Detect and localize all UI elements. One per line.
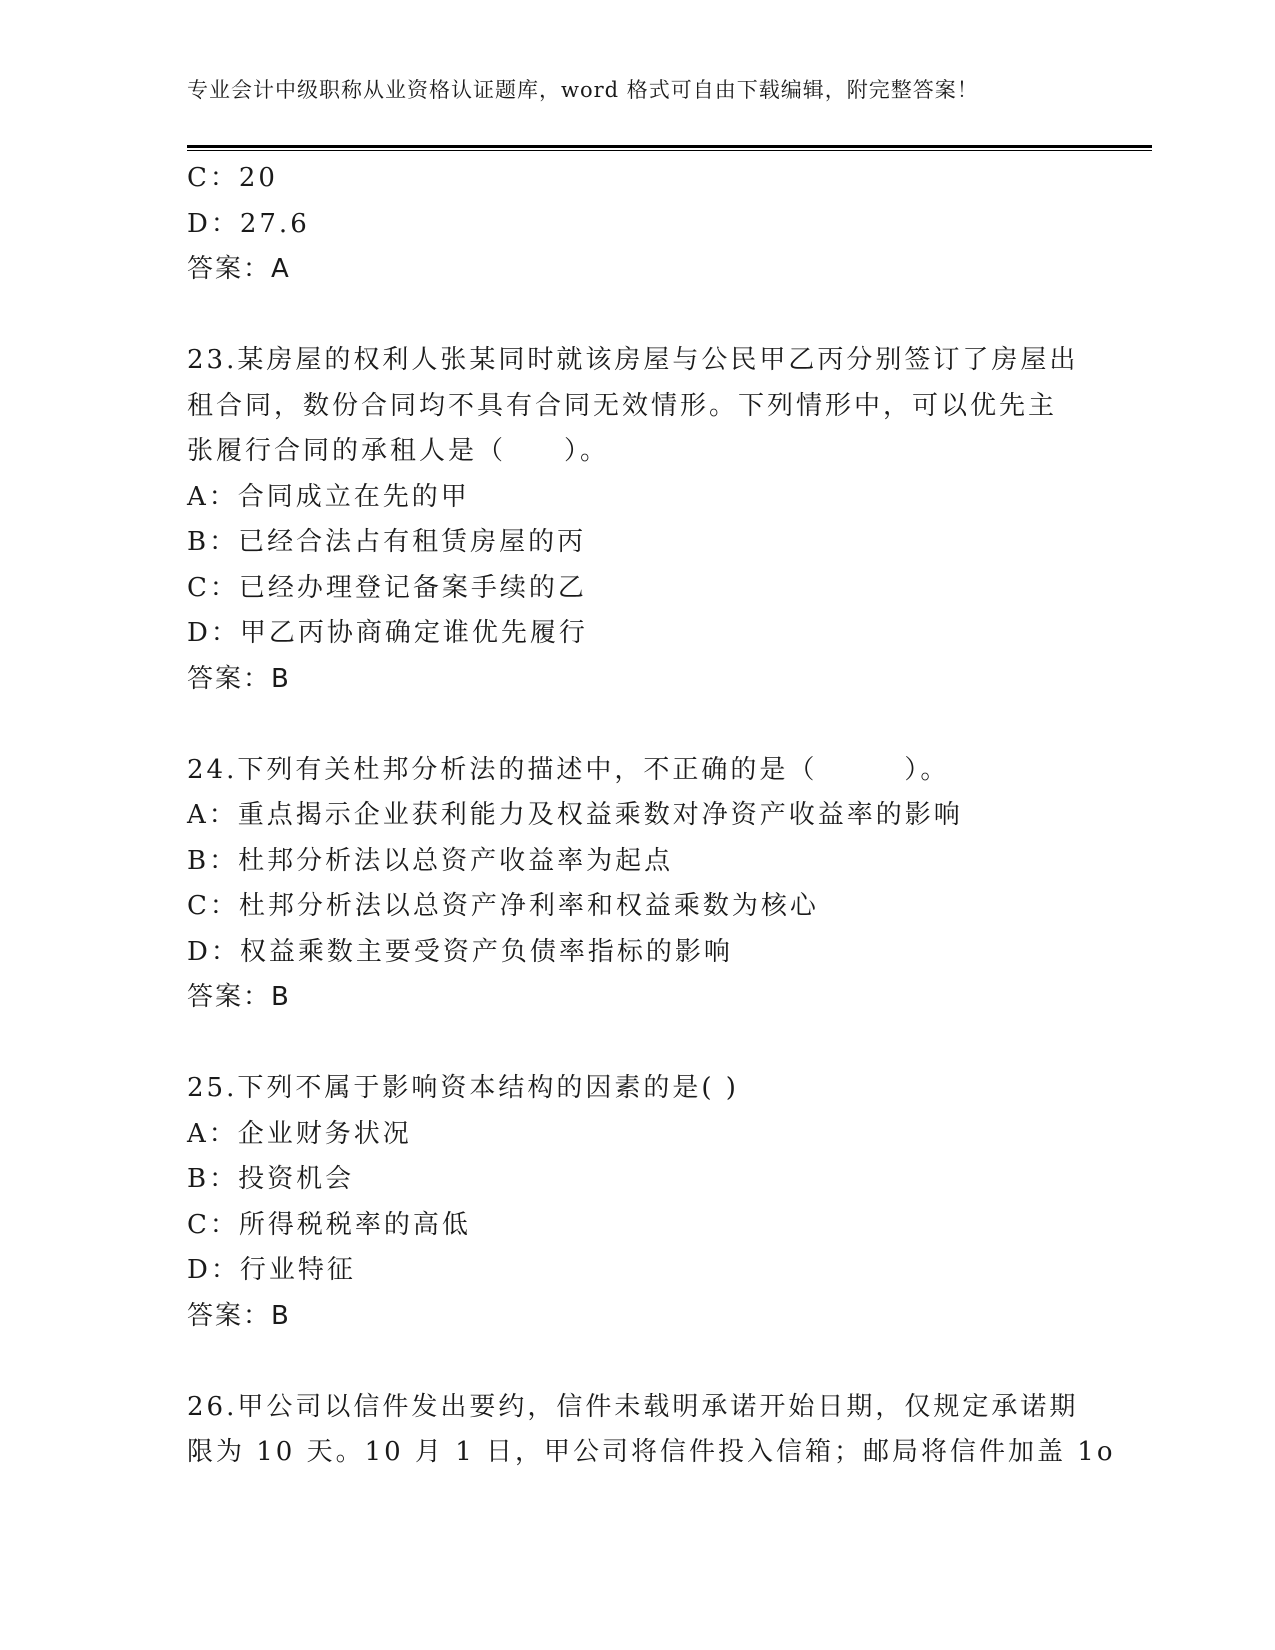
question-stem-line: 租合同，数份合同均不具有合同无效情形。下列情形中，可以优先主 bbox=[187, 390, 1058, 421]
option-line: B：投资机会 bbox=[187, 1164, 355, 1194]
header-rule-thin bbox=[187, 150, 1152, 151]
answer-line: 答案：B bbox=[187, 1300, 291, 1331]
option-line: D：权益乘数主要受资产负债率指标的影响 bbox=[187, 936, 733, 967]
question-24 bbox=[187, 748, 1087, 1021]
option-line: B：已经合法占有租赁房屋的丙 bbox=[187, 527, 587, 557]
question-23 bbox=[187, 338, 1087, 702]
question-26 bbox=[187, 1385, 1116, 1476]
answer-line: 答案：B bbox=[187, 663, 291, 694]
question-stem-line: 张履行合同的承租人是（ ）。 bbox=[187, 436, 610, 466]
question-stem-line: 限为 10 天。10 月 1 日，甲公司将信件投入信箱；邮局将信件加盖 1o bbox=[187, 1437, 1116, 1467]
option-line: D：27.6 bbox=[187, 208, 310, 239]
question-25 bbox=[187, 1066, 1087, 1339]
option-line: C：所得税税率的高低 bbox=[187, 1209, 471, 1240]
option-line: A：企业财务状况 bbox=[187, 1118, 412, 1149]
option-line: A：合同成立在先的甲 bbox=[187, 481, 470, 512]
option-line: C：杜邦分析法以总资产净利率和权益乘数为核心 bbox=[187, 891, 819, 921]
question-stem-line: 26.甲公司以信件发出要约，信件未载明承诺开始日期，仅规定承诺期 bbox=[187, 1391, 1079, 1422]
question-stem-line: 23.某房屋的权利人张某同时就该房屋与公民甲乙丙分别签订了房屋出 bbox=[187, 345, 1079, 375]
question-content bbox=[187, 156, 1116, 1476]
question-stem-line: 25.下列不属于影响资本结构的因素的是( ) bbox=[187, 1073, 739, 1103]
option-line: A：重点揭示企业获利能力及权益乘数对净资产收益率的影响 bbox=[187, 800, 963, 830]
answer-line: 答案：A bbox=[187, 254, 291, 284]
option-line: C：已经办理登记备案手续的乙 bbox=[187, 572, 587, 603]
option-line: C：20 bbox=[187, 163, 278, 193]
question-stem-line: 24.下列有关杜邦分析法的描述中，不正确的是（ ）。 bbox=[187, 754, 950, 785]
option-line: D：甲乙丙协商确定谁优先履行 bbox=[187, 618, 588, 648]
answer-line: 答案：B bbox=[187, 982, 291, 1012]
option-line: B：杜邦分析法以总资产收益率为起点 bbox=[187, 845, 674, 876]
header-rule-thick bbox=[187, 145, 1152, 148]
page-header: 专业会计中级职称从业资格认证题库，word 格式可自由下载编辑，附完整答案！ bbox=[187, 78, 979, 102]
option-line: D：行业特征 bbox=[187, 1255, 356, 1285]
